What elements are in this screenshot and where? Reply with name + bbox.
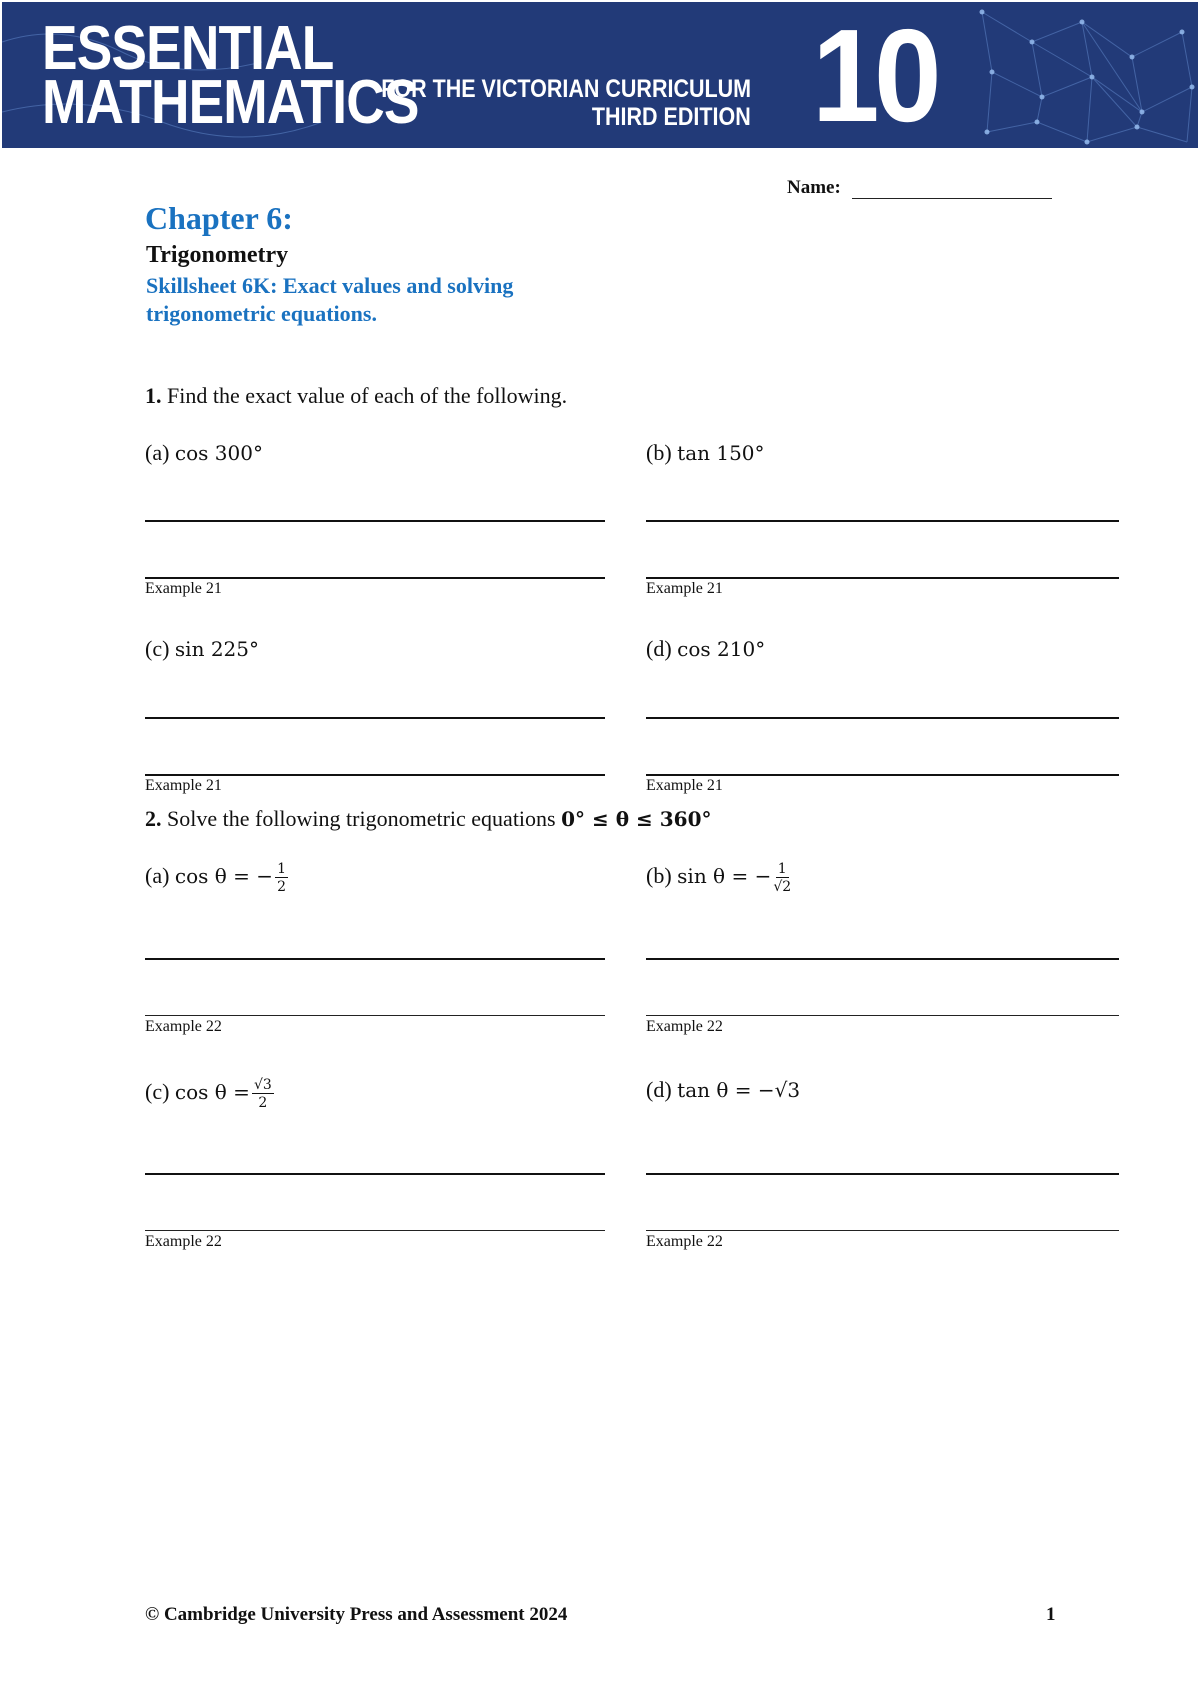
answer-line[interactable] <box>145 774 605 776</box>
answer-line[interactable] <box>145 1230 605 1231</box>
fraction-numerator: √3 <box>253 1077 272 1093</box>
question-number: 1. <box>145 383 162 408</box>
answer-line[interactable] <box>646 1173 1119 1175</box>
topic-title: Trigonometry <box>146 242 289 268</box>
question-number: 2. <box>145 806 162 831</box>
math-expression: sin 225° <box>174 637 259 661</box>
example-reference: Example 21 <box>646 777 723 794</box>
answer-line[interactable] <box>646 717 1119 719</box>
answer-line[interactable] <box>646 1230 1119 1231</box>
example-reference: Example 22 <box>145 1233 222 1250</box>
domain-inequality: 0° ≤ θ ≤ 360° <box>561 807 712 831</box>
answer-line[interactable] <box>145 577 605 579</box>
question-2d <box>646 1077 800 1103</box>
answer-line[interactable] <box>145 958 605 960</box>
part-label: (d) <box>646 636 672 661</box>
header-banner <box>2 2 1198 148</box>
example-reference: Example 21 <box>145 580 222 597</box>
year-level: 10 <box>812 2 937 148</box>
part-label: (b) <box>646 863 672 889</box>
example-reference: Example 22 <box>646 1233 723 1250</box>
question-2a <box>145 862 288 894</box>
answer-line[interactable] <box>646 520 1119 522</box>
question-1a <box>145 440 263 466</box>
fraction-denominator: 2 <box>258 1095 268 1111</box>
copyright-footer: © Cambridge University Press and Assessment 2024 <box>145 1604 568 1625</box>
brand-title-line2: MATHEMATICS <box>42 68 419 137</box>
math-expression: tan θ = −√3 <box>677 1078 801 1102</box>
answer-line[interactable] <box>145 1173 605 1175</box>
example-reference: Example 22 <box>145 1018 222 1035</box>
part-label: (c) <box>145 636 170 661</box>
math-expression: cos θ = <box>174 1080 250 1105</box>
name-field-line[interactable] <box>852 198 1052 199</box>
example-reference: Example 21 <box>646 580 723 597</box>
fraction-denominator: 2 <box>277 879 286 895</box>
question-prompt: Solve the following trigonometric equations <box>167 806 556 831</box>
question-1d <box>646 636 765 662</box>
question-prompt: Find the exact value of each of the following. <box>167 383 568 408</box>
answer-line[interactable] <box>646 577 1119 579</box>
answer-line[interactable] <box>646 958 1119 960</box>
curriculum-line2: THIRD EDITION <box>592 103 751 131</box>
part-label: (b) <box>646 440 672 465</box>
part-label: (c) <box>145 1079 170 1105</box>
question-1c <box>145 636 259 662</box>
fraction-numerator: 1 <box>777 861 787 877</box>
skillsheet-title: Skillsheet 6K: Exact values and solving trigonometric equations. <box>146 273 514 326</box>
question-2b <box>646 862 791 894</box>
fraction-denominator: √2 <box>773 879 792 895</box>
math-expression: sin θ = − <box>677 864 772 889</box>
fraction <box>252 1078 274 1110</box>
answer-line[interactable] <box>646 1015 1119 1016</box>
fraction <box>773 862 791 894</box>
part-label: (d) <box>646 1077 672 1102</box>
math-expression: tan 150° <box>677 441 765 465</box>
question-2c <box>145 1078 274 1110</box>
part-label: (a) <box>145 440 170 465</box>
question-2-heading <box>145 806 711 832</box>
fraction-numerator: 1 <box>277 861 286 877</box>
math-expression: cos 210° <box>677 637 766 661</box>
question-1-heading <box>145 383 567 409</box>
answer-line[interactable] <box>145 1015 605 1016</box>
answer-line[interactable] <box>646 774 1119 776</box>
example-reference: Example 22 <box>646 1018 723 1035</box>
page-number: 1 <box>1046 1604 1056 1625</box>
math-expression: cos 300° <box>174 441 263 465</box>
example-reference: Example 21 <box>145 777 222 794</box>
curriculum-line1: FOR THE VICTORIAN CURRICULUM <box>381 75 751 103</box>
answer-line[interactable] <box>145 717 605 719</box>
math-expression: cos θ = − <box>174 864 274 889</box>
chapter-title: Chapter 6: <box>145 200 293 236</box>
name-label: Name: <box>787 177 841 198</box>
question-1b <box>646 440 765 466</box>
answer-line[interactable] <box>145 520 605 522</box>
part-label: (a) <box>145 863 170 889</box>
brand-title-line1: ESSENTIAL <box>42 14 334 83</box>
fraction <box>275 862 288 894</box>
